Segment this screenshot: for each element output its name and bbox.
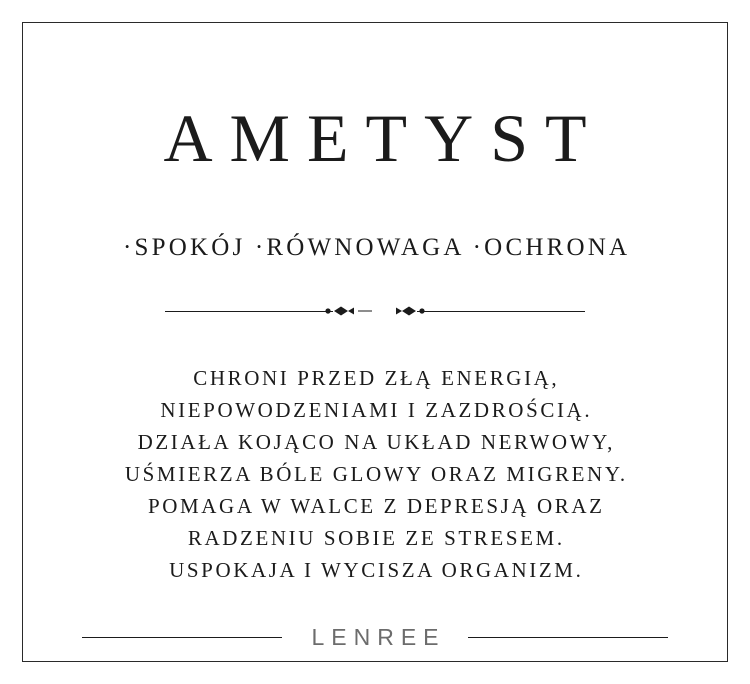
- description-line: POMAGA W WALCE Z DEPRESJĄ ORAZ: [147, 494, 605, 518]
- description-line: DZIAŁA KOJĄCO NA UKŁAD NERWOWY,: [137, 430, 616, 454]
- description-line: CHRONI PRZED ZŁĄ ENERGIĄ,: [193, 366, 560, 390]
- description-line: NIEPOWODZENIAMI I ZAZDROŚCIĄ.: [160, 398, 593, 422]
- poster-description: [122, 362, 627, 586]
- divider-line-left: [165, 311, 333, 312]
- ornamental-divider: [165, 300, 585, 322]
- brand-rule-left: [82, 637, 282, 638]
- brand-name: LENREE: [311, 623, 446, 650]
- brand-footer: [22, 620, 728, 654]
- description-line: RADZENIU SOBIE ZE STRESEM.: [187, 526, 565, 550]
- description-line: UŚMIERZA BÓLE GLOWY ORAZ MIGRENY.: [124, 462, 628, 486]
- description-line: USPOKAJA I WYCISZA ORGANIZM.: [169, 558, 584, 582]
- poster-subtitle: ·SPOKÓJ ·RÓWNOWAGA ·OCHRONA: [122, 234, 631, 261]
- brand-rule-right: [468, 637, 668, 638]
- diamond-divider-icon: [320, 300, 430, 322]
- page-title: AMETYST: [163, 100, 604, 176]
- divider-line-right: [417, 311, 585, 312]
- poster-content: [22, 22, 728, 662]
